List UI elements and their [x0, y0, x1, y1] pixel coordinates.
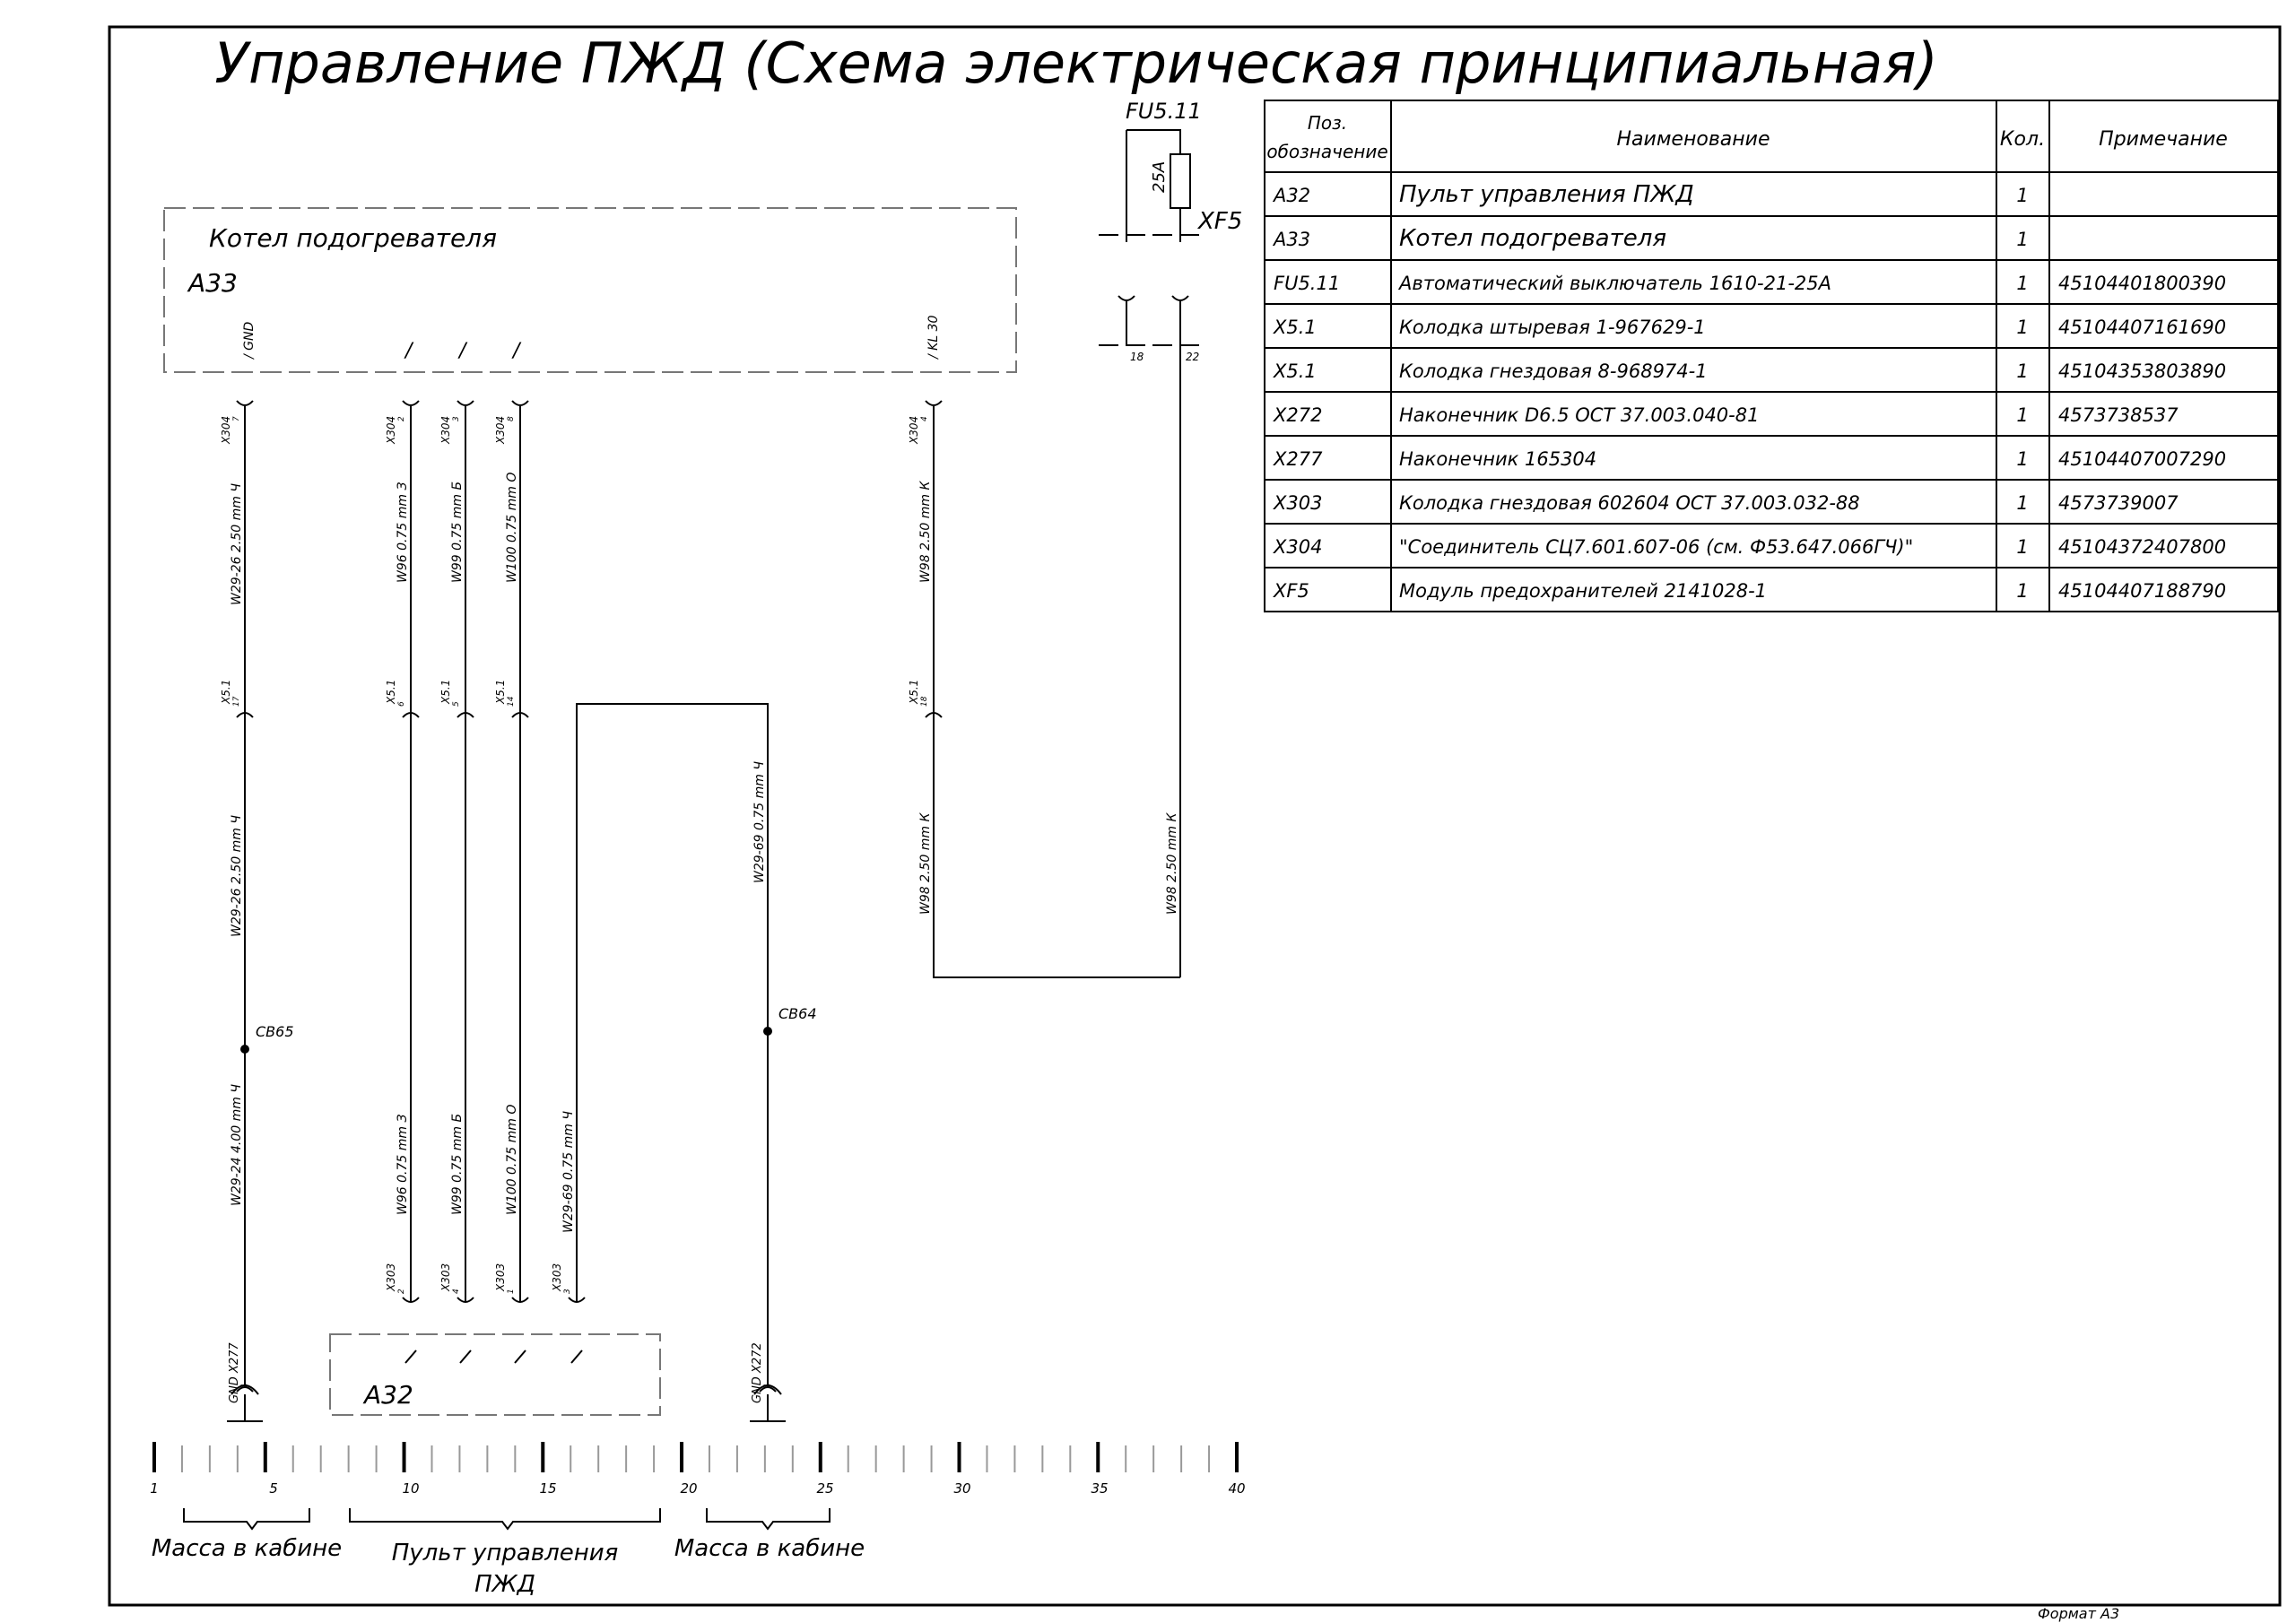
- table-border: [1265, 100, 2278, 612]
- table-cell: Наконечник 165304: [1399, 448, 1597, 470]
- wire-label-upper-4: W100 0.75 mm О: [505, 472, 519, 583]
- fuse-module: XF5: [1198, 208, 1243, 235]
- x51-label-5: X5.1: [908, 679, 920, 704]
- fuse-rating: 25A: [1150, 161, 1169, 193]
- ground-left-pin: 1: [240, 1383, 249, 1388]
- table-cell: 45104407161690: [2058, 317, 2227, 338]
- x51-label-1: X5.1: [220, 679, 232, 704]
- wire-label-middle-4: W98 2.50 mm К: [1165, 812, 1179, 915]
- drawing-frame: [109, 27, 2280, 1605]
- scale-label-30: 30: [953, 1480, 971, 1497]
- table-cell: А32: [1274, 185, 1311, 206]
- table-cell: 1: [2016, 229, 2029, 250]
- x51-label-2: X5.1: [385, 679, 397, 704]
- wire-label-middle-3: W98 2.50 mm К: [918, 812, 933, 915]
- wire-label-upper-5: W98 2.50 mm К: [918, 481, 933, 583]
- table-cell: Котел подогревателя: [1399, 225, 1666, 252]
- ground-right-label: GND X272: [751, 1342, 764, 1403]
- wire-w29-69: [577, 704, 768, 1385]
- heater-pin-3: /: [459, 340, 466, 362]
- x303-label-3: X303: [494, 1263, 507, 1291]
- wire-label-upper-2: W96 0.75 mm З: [396, 482, 410, 583]
- x51-pin-1: 17: [232, 696, 241, 707]
- table-cell: Колодка гнездовая 602604 ОСТ 37.003.032-88: [1399, 492, 1860, 514]
- table-cell: "Соединитель СЦ7.601.607-06 (см. Ф53.647.066ГЧ)": [1399, 536, 1914, 558]
- table-cell: 4573738537: [2058, 404, 2179, 426]
- x51-pin-2: 6: [397, 701, 406, 707]
- fuse-symbol: [1170, 154, 1190, 208]
- wires: [245, 406, 1180, 1385]
- table-cell: А33: [1274, 229, 1311, 250]
- splice-left-dot: [240, 1045, 249, 1054]
- group-label-2: Пульт управления: [391, 1540, 619, 1567]
- splice-left: СВ65: [256, 1023, 294, 1040]
- table-header-note: Примечание: [2099, 128, 2228, 151]
- x304-label-1: X304: [220, 415, 232, 444]
- x51-pin-5: 18: [920, 696, 929, 707]
- table-cell: XF5: [1274, 580, 1309, 602]
- x51-label-4: X5.1: [494, 679, 507, 704]
- table-cell: X304: [1274, 536, 1323, 558]
- fuse-ref: FU5.11: [1126, 99, 1202, 124]
- wire-label-upper-1: W29-26 2.50 mm Ч: [230, 483, 244, 605]
- scale-label-20: 20: [680, 1480, 698, 1497]
- x51-pin-4: 14: [507, 696, 516, 707]
- table-cell: 45104407188790: [2058, 580, 2227, 602]
- table-cell: 1: [2016, 448, 2029, 470]
- table-cell: X277: [1274, 448, 1323, 470]
- scale-label-1: 1: [150, 1480, 159, 1497]
- table-cell: 1: [2016, 360, 2029, 382]
- table-cell: Автоматический выключатель 1610-21-25А: [1399, 273, 1831, 294]
- wire-label-upper-3: W99 0.75 mm Б: [450, 481, 465, 583]
- format-label: Формат А3: [2038, 1605, 2120, 1622]
- panel-ref: А32: [364, 1380, 413, 1410]
- table-header-name: Наименование: [1616, 128, 1770, 151]
- x51-pin-3: 5: [452, 701, 461, 707]
- group-braces: [184, 1508, 830, 1529]
- table-cell: 1: [2016, 536, 2029, 558]
- x303-label-4: X303: [551, 1263, 563, 1291]
- scale-label-10: 10: [402, 1480, 420, 1497]
- x304-pin-3: 3: [452, 416, 461, 421]
- x303-pin-2: 4: [452, 1289, 461, 1294]
- table-cell: 1: [2016, 404, 2029, 426]
- table-cell: 1: [2016, 273, 2029, 294]
- table-cell: X5.1: [1274, 360, 1317, 382]
- parts-table: [1265, 100, 2278, 612]
- x303-label-2: X303: [439, 1263, 452, 1291]
- table-cell: 45104407007290: [2058, 448, 2227, 470]
- x304-pin-4: 8: [507, 416, 516, 421]
- x303-sockets: [403, 1298, 585, 1302]
- table-header-pos-line1: Поз.: [1307, 112, 1348, 134]
- heater-pin-4: /: [513, 340, 520, 362]
- table-cell: 4573739007: [2058, 492, 2179, 514]
- scale-label-25: 25: [816, 1480, 834, 1497]
- x304-label-2: X304: [385, 415, 397, 444]
- fuse-module-sockets: [1118, 296, 1188, 300]
- x303-pin-4: 3: [563, 1289, 572, 1294]
- x304-label-3: X304: [439, 415, 452, 444]
- splice-right: СВ64: [778, 1005, 817, 1022]
- table-header-qty: Кол.: [1999, 128, 2046, 151]
- scale-label-15: 15: [539, 1480, 557, 1497]
- table-cell: 1: [2016, 492, 2029, 514]
- ground-left-label: GND X277: [228, 1342, 241, 1403]
- table-cell: 45104401800390: [2058, 273, 2227, 294]
- table-cell: 1: [2016, 185, 2029, 206]
- x51-label-3: X5.1: [439, 679, 452, 704]
- heater-ref: А33: [188, 268, 238, 298]
- group-label-1: Масса в кабине: [151, 1535, 343, 1562]
- table-cell: Модуль предохранителей 2141028-1: [1399, 580, 1768, 602]
- table-cell: 1: [2016, 317, 2029, 338]
- x304-label-4: X304: [494, 415, 507, 444]
- splice-right-dot: [763, 1027, 772, 1036]
- scale-label-35: 35: [1091, 1480, 1109, 1497]
- wire-label-lower-4: W100 0.75 mm О: [505, 1104, 519, 1215]
- scale-label-5: 5: [269, 1480, 278, 1497]
- x304-sockets: [237, 401, 942, 405]
- fuse-pin-right: 22: [1186, 351, 1200, 363]
- fuse-pin-left: 18: [1130, 351, 1144, 363]
- scale-label-40: 40: [1228, 1480, 1246, 1497]
- table-cell: 45104353803890: [2058, 360, 2227, 382]
- table-cell: Колодка гнездовая 8-968974-1: [1399, 360, 1708, 382]
- wire-label-lower-5: W29-69 0.75 mm Ч: [561, 1111, 576, 1233]
- x303-pin-1: 2: [397, 1289, 406, 1294]
- wire-label-lower-2: W96 0.75 mm З: [396, 1114, 410, 1215]
- x304-pin-5: 4: [920, 416, 929, 421]
- x304-pin-2: 2: [397, 416, 406, 421]
- table-cell: FU5.11: [1274, 273, 1341, 294]
- table-cell: Наконечник D6.5 ОСТ 37.003.040-81: [1399, 404, 1760, 426]
- table-cell: Пульт управления ПЖД: [1399, 181, 1694, 208]
- wire-label-middle-2: W29-69 0.75 mm Ч: [752, 761, 767, 883]
- scale-ruler: [154, 1442, 1237, 1472]
- wire-label-lower-1: W29-24 4.00 mm Ч: [230, 1084, 244, 1206]
- group-label-3: Масса в кабине: [674, 1535, 865, 1562]
- table-grid: [1265, 100, 2278, 612]
- group-label-2-line2: ПЖД: [474, 1571, 535, 1598]
- x303-label-1: X303: [385, 1263, 397, 1291]
- heater-pin-kl30: / KL 30: [926, 315, 941, 359]
- wire-w98: [934, 406, 1180, 977]
- heater-pin-2: /: [405, 340, 413, 362]
- x51-sockets: [237, 713, 942, 717]
- ground-right-pin: 1: [763, 1383, 772, 1388]
- wire-label-lower-3: W99 0.75 mm Б: [450, 1113, 465, 1215]
- table-cell: Колодка штыревая 1-967629-1: [1399, 317, 1706, 338]
- table-header-pos-line2: обозначение: [1266, 141, 1388, 162]
- heater-pin-gnd: / GND: [242, 321, 257, 359]
- table-cell: X303: [1274, 492, 1323, 514]
- table-cell: X5.1: [1274, 317, 1317, 338]
- wire-label-middle-1: W29-26 2.50 mm Ч: [230, 815, 244, 937]
- table-cell: 1: [2016, 580, 2029, 602]
- x304-pin-1: 7: [232, 416, 241, 421]
- x304-label-5: X304: [908, 415, 920, 444]
- panel-pin-marks: [405, 1350, 582, 1363]
- x303-pin-3: 1: [507, 1289, 516, 1294]
- table-cell: 45104372407800: [2058, 536, 2227, 558]
- page-title: Управление ПЖД (Схема электрическая принципиальная): [214, 30, 1938, 96]
- heater-name: Котел подогревателя: [209, 223, 497, 253]
- table-cell: X272: [1274, 404, 1323, 426]
